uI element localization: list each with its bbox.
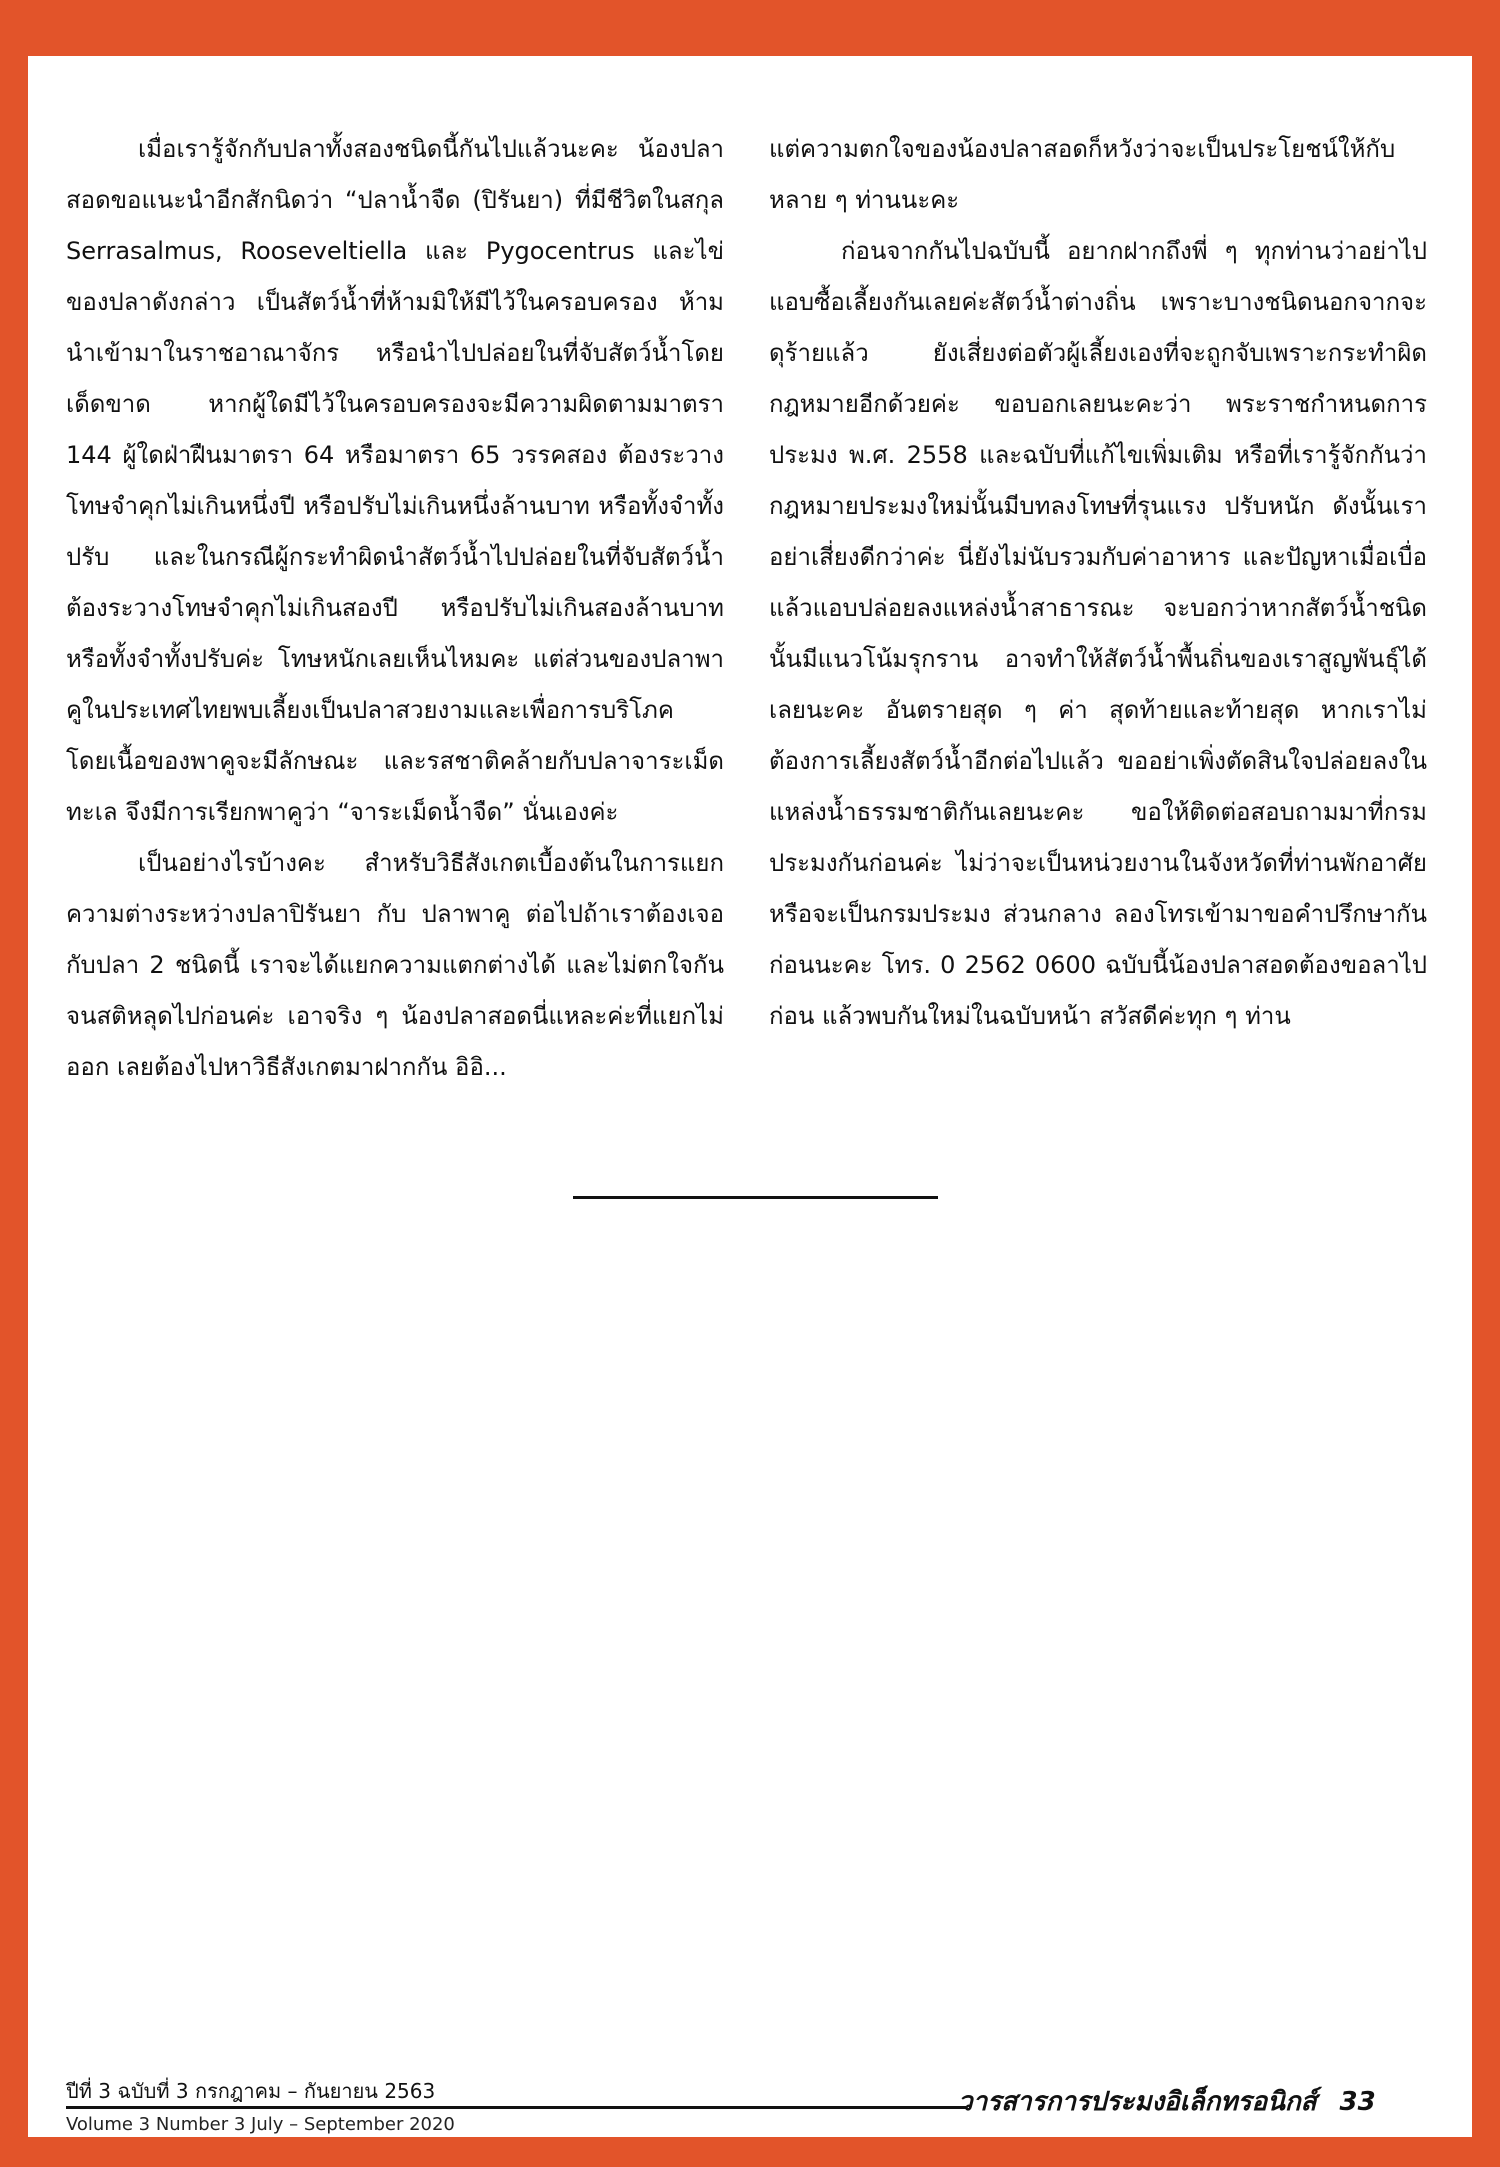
footer-issue-thai: ปีที่ 3 ฉบับที่ 3 กรกฎาคม – กันยายน 2563 (66, 2079, 436, 2103)
article-end-divider (573, 1196, 938, 1199)
left-paragraph-2: เป็นอย่างไรบ้างคะ สำหรับวิธีสังเกตเบื้องต้นในการแยกความต่างระหว่างปลาปิรันยา กับ ปลาพาคู ต่อไปถ้าเราต้องเจอกับปลา 2 ชนิดนี้ เราจะได้แยกความแตกต่างได้ และไม่ตกใจกันจนสติหลุดไปก่อนค่ะ เอาจริง ๆ น้องปลาสอดนี่แหละค่ะที่แยกไม่ออก เลยต้องไปหาวิธีสังเกตมาฝากกัน อิอิ... (66, 849, 724, 1081)
footer-journal-title (958, 2086, 1376, 2118)
footer-issue-english: Volume 3 Number 3 July – September 2020 (66, 2114, 455, 2135)
journal-name: วารสารการประมงอิเล็กทรอนิกส์ (958, 2087, 1317, 2117)
right-paragraph-2: ก่อนจากกันไปฉบับนี้ อยากฝากถึงพี่ ๆ ทุกท่านว่าอย่าไปแอบซื้อเลี้ยงกันเลยค่ะสัตว์น้ำต่างถิ่น เพราะบางชนิดนอกจากจะดุร้ายแล้ว ยังเสี่ยงต่อตัวผู้เลี้ยงเองที่จะถูกจับเพราะกระทำผิดกฎหมายอีกด้วยค่ะ ขอบอกเลยนะคะว่า พระราชกำหนดการประมง พ.ศ. 2558 และฉบับที่แก้ไขเพิ่มเติม หรือที่เรารู้จักกันว่า กฎหมายประมงใหม่นั้นมีบทลงโทษที่รุนแรง ปรับหนัก ดังนั้นเราอย่าเสี่ยงดีกว่าค่ะ นี่ยังไม่นับรวมกับค่าอาหาร และปัญหาเมื่อเบื่อแล้วแอบปล่อยลงแหล่งน้ำสาธารณะ จะบอกว่าหากสัตว์น้ำชนิดนั้นมีแนวโน้มรุกราน อาจทำให้สัตว์น้ำพื้นถิ่นของเราสูญพันธุ์ได้เลยนะคะ อันตรายสุด ๆ ค่า สุดท้ายและท้ายสุด หากเราไม่ต้องการเลี้ยงสัตว์น้ำอีกต่อไปแล้ว ขออย่าเพิ่งตัดสินใจปล่อยลงในแหล่งน้ำธรรมชาติกันเลยนะคะ ขอให้ติดต่อสอบถามมาที่กรมประมงกันก่อนค่ะ ไม่ว่าจะเป็นหน่วยงานในจังหวัดที่ท่านพักอาศัย หรือจะเป็นกรมประมง ส่วนกลาง ลองโทรเข้ามาขอคำปรึกษากันก่อนนะคะ โทร. 0 2562 0600 ฉบับนี้น้องปลาสอดต้องขอลาไปก่อน แล้วพบกันใหม่ในฉบับหน้า สวัสดีค่ะทุก ๆ ท่าน (769, 237, 1427, 1030)
page-sheet (28, 56, 1472, 2137)
page-number: 33 (1339, 2087, 1376, 2117)
footer-divider (66, 2106, 966, 2109)
right-paragraph-1: แต่ความตกใจของน้องปลาสอดก็หวังว่าจะเป็นประโยชน์ให้กับหลาย ๆ ท่านนะคะ (769, 135, 1396, 214)
left-column (66, 124, 724, 1093)
left-paragraph-1: เมื่อเรารู้จักกับปลาทั้งสองชนิดนี้กันไปแล้วนะคะ น้องปลาสอดขอแนะนำอีกสักนิดว่า “ปลาน้ำจืด (ปิรันยา) ที่มีชีวิตในสกุล Serrasalmus, Rooseveltiella และ Pygocentrus และไข่ของปลาดังกล่าว เป็นสัตว์น้ำที่ห้ามมิให้มีไว้ในครอบครอง ห้ามนำเข้ามาในราชอาณาจักร หรือนำไปปล่อยในที่จับสัตว์น้ำโดยเด็ดขาด หากผู้ใดมีไว้ในครอบครองจะมีความผิดตามมาตรา 144 ผู้ใดฝ่าฝืนมาตรา 64 หรือมาตรา 65 วรรคสอง ต้องระวางโทษจำคุกไม่เกินหนึ่งปี หรือปรับไม่เกินหนึ่งล้านบาท หรือทั้งจำทั้งปรับ และในกรณีผู้กระทำผิดนำสัตว์น้ำไปปล่อยในที่จับสัตว์น้ำ ต้องระวางโทษจำคุกไม่เกินสองปี หรือปรับไม่เกินสองล้านบาท หรือทั้งจำทั้งปรับค่ะ โทษหนักเลยเห็นไหมคะ แต่ส่วนของปลาพาคูในประเทศไทยพบเลี้ยงเป็นปลาสวยงามและเพื่อการบริโภค โดยเนื้อของพาคูจะมีลักษณะ และรสชาติคล้ายกับปลาจาระเม็ดทะเล จึงมีการเรียกพาคูว่า “จาระเม็ดน้ำจืด” นั่นเองค่ะ (66, 135, 724, 826)
right-column (769, 124, 1427, 1042)
